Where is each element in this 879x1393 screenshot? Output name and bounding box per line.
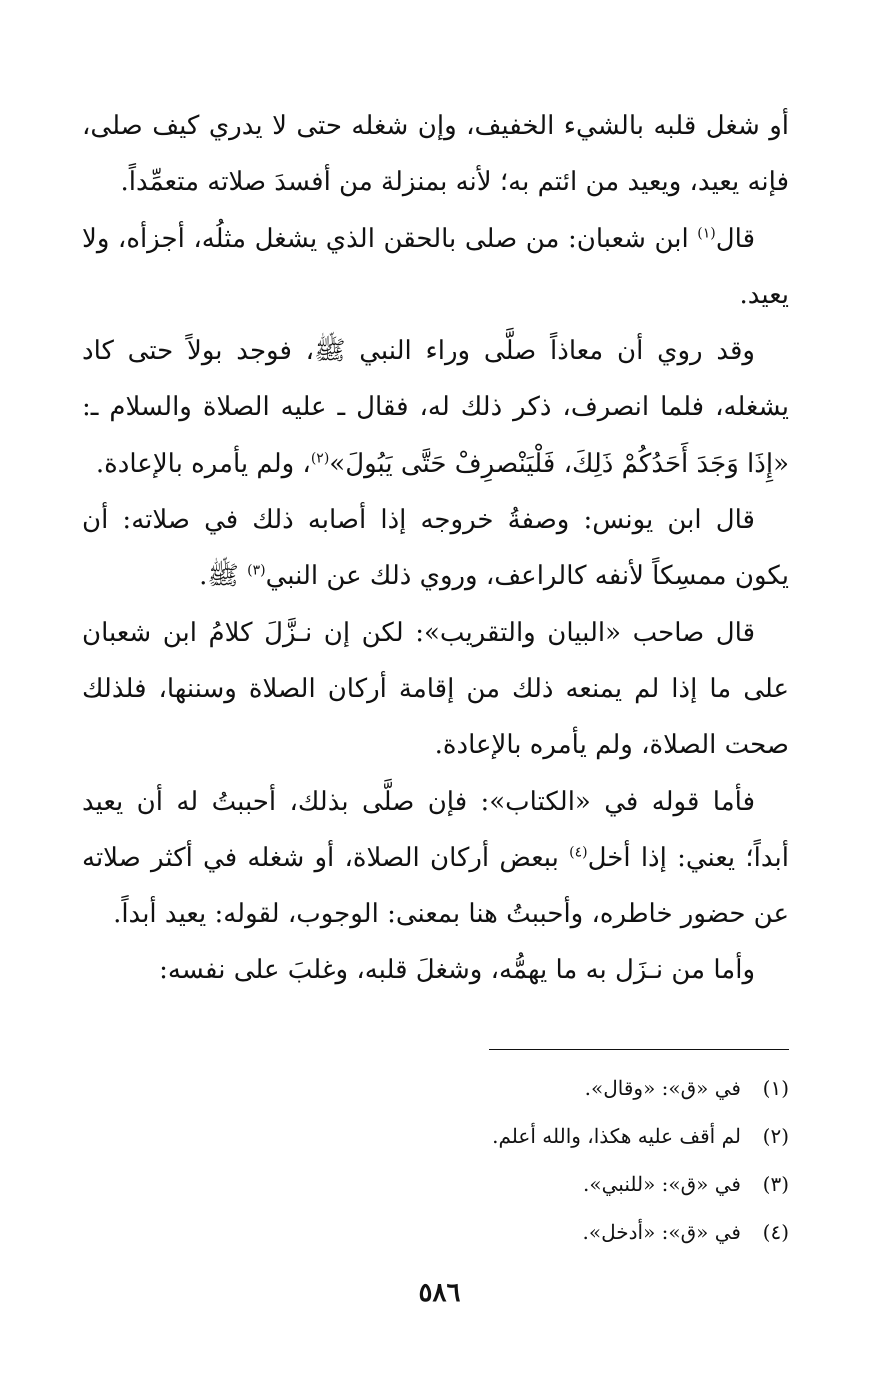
paragraph-2-rest: ابن شعبان: من صلى بالحقن الذي يشغل مثلُه، أجزأه، ولا يعيد. — [82, 223, 789, 310]
footnote-ref-3: (٣) — [247, 562, 266, 579]
footnote-number: (٣) — [762, 1172, 789, 1196]
paragraph-2-start: قال — [715, 223, 755, 254]
footnote-text: لم أقف عليه هكذا، والله أعلم. — [492, 1124, 741, 1148]
paragraph-1: أو شغل قلبه بالشيء الخفيف، وإن شغله حتى لا يدري كيف صلى، فإنه يعيد، ويعيد من ائتم به؛ لأنه بمنزلة من أفسدَ صلاته متعمِّداً. — [82, 111, 789, 198]
footnote-ref-4: (٤) — [569, 844, 588, 861]
paragraph-4-start: قال ابن يونس: وصفةُ خروجه إذا أصابه ذلك في صلاته: أن يكون ممسِكاً لأنفه كالراعف، وروي ذلك عن النبي — [82, 505, 789, 592]
footnotes — [82, 1064, 789, 1256]
paragraph-3-rest: ، ولم يأمره بالإعادة. — [95, 448, 311, 479]
paragraph-6 — [82, 774, 789, 943]
paragraph-4 — [82, 492, 789, 605]
paragraph-5: قال صاحب «البيان والتقريب»: لكن إن نـزَّلَ كلامُ ابن شعبان على ما إذا لم يمنعه ذلك من إقامة أركان الصلاة وسننها، فلذلك صحت الصلاة، ولم يأمره بالإعادة. — [82, 617, 789, 761]
footnote-text: في «ق»: «أدخل». — [582, 1220, 741, 1244]
footnote-2 — [82, 1112, 789, 1160]
footnote-ref-2: (٢) — [310, 450, 330, 467]
paragraph-3-start: وقد روي أن معاذاً صلَّى وراء النبي ﷺ، فوجد بولاً حتى كاد يشغله، فلما انصرف، ذكر ذلك له، فقال ـ عليه الصلاة والسلام ـ: «إِذَا وَجَدَ أَحَدُكُمْ ذَلِكَ، فَلْيَنْصرِفْ حَتَّى يَبُولَ» — [82, 336, 789, 479]
footnote-number: (٤) — [762, 1220, 789, 1244]
footnote-number: (٢) — [762, 1124, 789, 1148]
paragraph-6-rest: ببعض أركان الصلاة، أو شغله في أكثر صلاته عن حضور خاطره، وأحببتُ هنا بمعنى: الوجوب، لقوله: يعيد أبداً. — [82, 842, 789, 930]
paragraph-6-start: فأما قوله في «الكتاب»: فإن صلَّى بذلك، أحببتُ له أن يعيد أبداً؛ يعني: إذا أخل — [82, 786, 789, 873]
footnote-text: في «ق»: «للنبي». — [583, 1172, 741, 1196]
paragraph-4-rest: ﷺ. — [199, 561, 248, 592]
paragraph-3 — [82, 323, 789, 492]
footnote-3 — [82, 1160, 789, 1208]
paragraph-2 — [82, 211, 789, 324]
footnote-ref-1: (١) — [697, 224, 716, 241]
footnote-1 — [82, 1064, 789, 1112]
footnote-text: في «ق»: «وقال». — [584, 1076, 741, 1100]
footnote-divider — [489, 1049, 789, 1050]
footnote-number: (١) — [762, 1076, 789, 1100]
footnote-4 — [82, 1208, 789, 1256]
page-number: ٥٨٦ — [418, 1278, 461, 1308]
main-text — [82, 98, 789, 999]
paragraph-7: وأما من نـزَل به ما يهمُّه، وشغلَ قلبه، وغلبَ على نفسه: — [159, 955, 755, 986]
